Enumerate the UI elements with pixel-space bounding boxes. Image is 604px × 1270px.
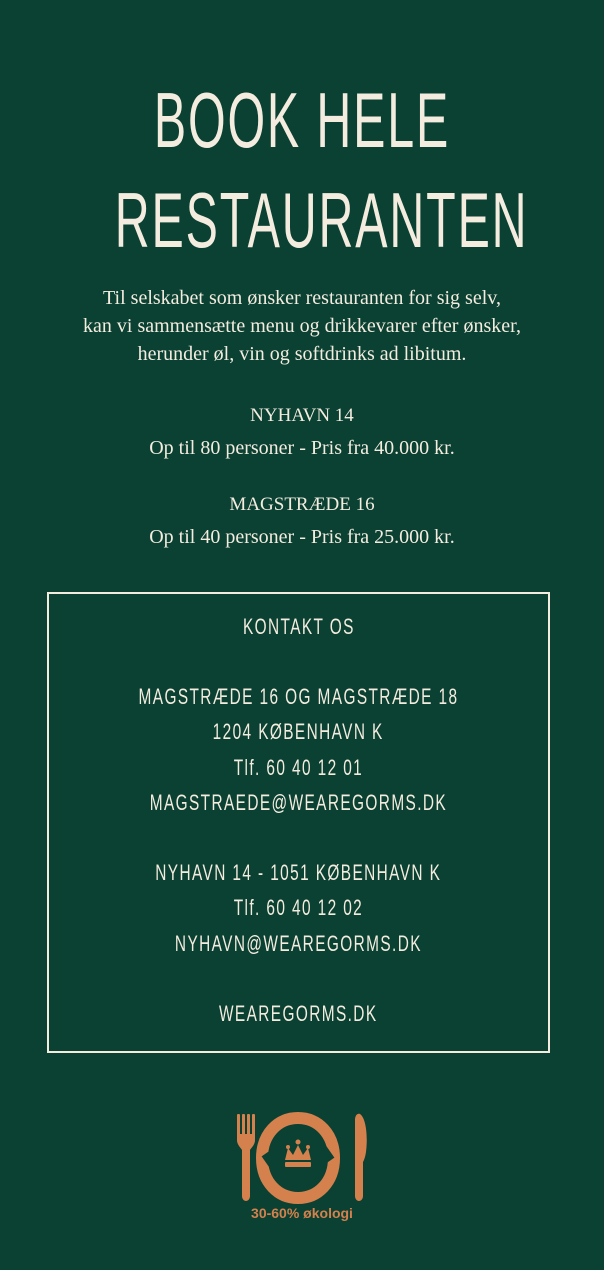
title-line-1: BOOK HELE <box>153 76 451 164</box>
nyhavn-email-link[interactable]: NYHAVN@WEAREGORMS.DK <box>174 931 422 956</box>
logo-caption: 30-60% økologi <box>251 1205 353 1221</box>
nyhavn-address: NYHAVN 14 - 1051 KØBENHAVN K <box>155 860 442 885</box>
knife-icon <box>355 1114 367 1201</box>
venue-nyhavn <box>0 400 604 464</box>
venue-name: MAGSTRÆDE 16 <box>229 494 375 515</box>
contact-box <box>47 592 550 1053</box>
venue-magstraede <box>0 489 604 553</box>
website-link[interactable]: WEAREGORMS.DK <box>219 1001 378 1026</box>
contact-heading: KONTAKT OS <box>242 614 355 639</box>
magstraede-address: MAGSTRÆDE 16 OG MAGSTRÆDE 18 <box>138 684 459 709</box>
intro-line-1: Til selskabet som ønsker restauranten for sig selv, <box>103 287 501 309</box>
magstraede-email-link[interactable]: MAGSTRAEDE@WEAREGORMS.DK <box>149 790 448 815</box>
crown-ring-icon <box>262 1118 335 1198</box>
magstraede-phone[interactable]: Tlf. 60 40 12 01 <box>233 755 364 780</box>
venue-name: NYHAVN 14 <box>250 405 354 426</box>
intro-text <box>0 284 604 368</box>
intro-line-3: herunder øl, vin og softdrinks ad libitum. <box>137 343 467 365</box>
fork-icon <box>237 1114 255 1201</box>
venue-details: Op til 40 personer - Pris fra 25.000 kr. <box>149 526 455 548</box>
venue-details: Op til 80 personer - Pris fra 40.000 kr. <box>149 437 455 459</box>
page-title <box>114 70 529 270</box>
magstraede-city: 1204 KØBENHAVN K <box>212 719 385 744</box>
nyhavn-phone[interactable]: Tlf. 60 40 12 02 <box>233 895 364 920</box>
intro-line-2: kan vi sammensætte menu og drikkevarer efter ønsker, <box>83 315 521 337</box>
title-line-2: RESTAURANTEN <box>114 176 529 264</box>
